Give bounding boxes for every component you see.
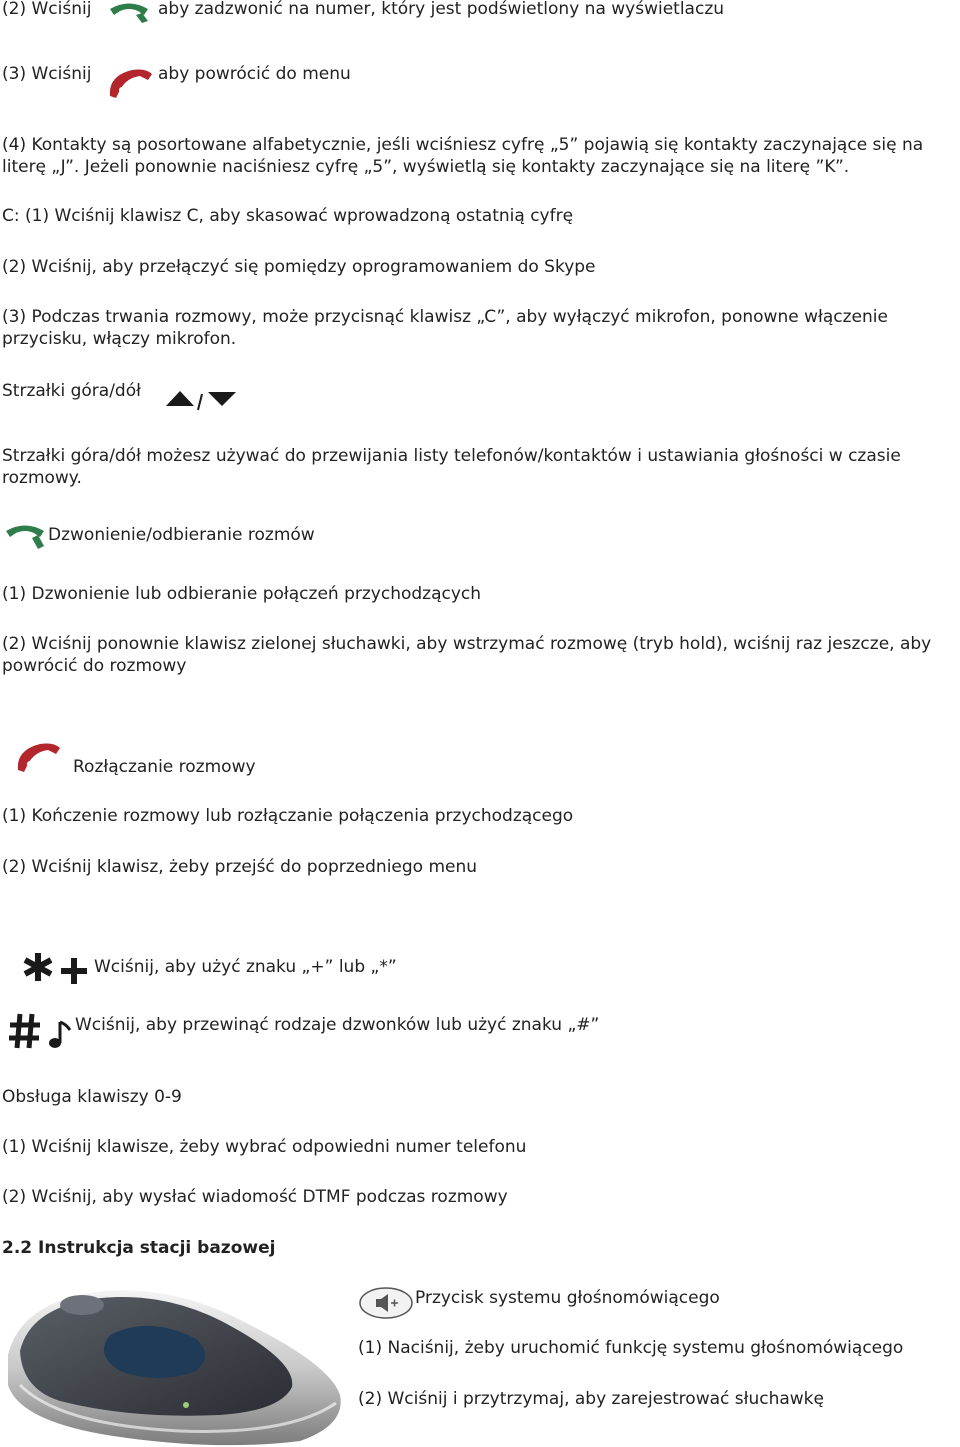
- speaker-title: Przycisk systemu głośnomówiącego: [415, 1288, 720, 1308]
- speaker-step-1: (1) Naciśnij, żeby uruchomić funkcję systemu głośnomówiącego: [358, 1338, 904, 1358]
- green-phone-handset-icon: [4, 522, 46, 550]
- keys-step-2: (2) Wciśnij, aby wysłać wiadomość DTMF podczas rozmowy: [2, 1187, 508, 1207]
- c-key-step-2: (2) Wciśnij, aby przełączyć się pomiędzy oprogramowaniem do Skype: [2, 257, 596, 277]
- star-key-text: Wciśnij, aby użyć znaku „+” lub „*”: [94, 957, 397, 977]
- up-down-arrows-icon: [164, 388, 238, 412]
- end-call-step-2: (2) Wciśnij klawisz, żeby przejść do poprzedniego menu: [2, 857, 478, 877]
- green-phone-handset-icon: [108, 0, 150, 24]
- end-call-step-1: (1) Kończenie rozmowy lub rozłączanie połączenia przychodzącego: [2, 806, 574, 826]
- keys-title: Obsługa klawiszy 0-9: [2, 1087, 182, 1107]
- speakerphone-button-icon: [358, 1286, 414, 1320]
- speaker-step-2: (2) Wciśnij i przytrzymaj, aby zarejestrować słuchawkę: [358, 1389, 824, 1409]
- arrows-title: Strzałki góra/dół: [2, 381, 141, 401]
- hash-key-text: Wciśnij, aby przewinąć rodzaje dzwonków lub użyć znaku „#”: [75, 1015, 600, 1035]
- c-key-step-3: (3) Podczas trwania rozmowy, może przycisnąć klawisz „C”, aby wyłączyć mikrofon, ponowne włączenie przycisku, włączy mikrofon.: [2, 307, 888, 349]
- hash-note-key-icon: [8, 1010, 72, 1052]
- call-step-2: (2) Wciśnij ponownie klawisz zielonej słuchawki, aby wstrzymać rozmowę (tryb hold), wciśnij raz jeszcze, aby powrócić do rozmowy: [2, 634, 932, 676]
- step-2-prefix: (2) Wciśnij: [2, 0, 92, 19]
- star-plus-key-icon: [20, 950, 90, 986]
- section-heading: 2.2 Instrukcja stacji bazowej: [2, 1238, 276, 1258]
- step-3-text: aby powrócić do menu: [158, 64, 351, 84]
- end-call-title: Rozłączanie rozmowy: [73, 757, 256, 777]
- step-2-text: aby zadzwonić na numer, który jest podświetlony na wyświetlaczu: [158, 0, 725, 19]
- red-phone-handset-icon: [104, 66, 154, 102]
- call-step-1: (1) Dzwonienie lub odbieranie połączeń przychodzących: [2, 584, 482, 604]
- red-phone-handset-icon: [12, 740, 62, 776]
- arrows-description: Strzałki góra/dół możesz używać do przewijania listy telefonów/kontaktów i ustawiania głośności w czasie rozmowy.: [2, 446, 901, 488]
- call-title: Dzwonienie/odbieranie rozmów: [48, 525, 315, 545]
- base-station-image: [0, 1285, 350, 1447]
- step-3-prefix: (3) Wciśnij: [2, 64, 92, 84]
- c-key-step-1: C: (1) Wciśnij klawisz C, aby skasować wprowadzoną ostatnią cyfrę: [2, 206, 574, 226]
- keys-step-1: (1) Wciśnij klawisze, żeby wybrać odpowiedni numer telefonu: [2, 1137, 527, 1157]
- step-4-paragraph: (4) Kontakty są posortowane alfabetycznie, jeśli wciśniesz cyfrę „5” pojawią się kontakty zaczynające się na literę „J”. Jeżeli ponownie naciśniesz cyfrę „5”, wyświetlą się kontakty zaczynające się na literę ”K”.: [2, 135, 924, 177]
